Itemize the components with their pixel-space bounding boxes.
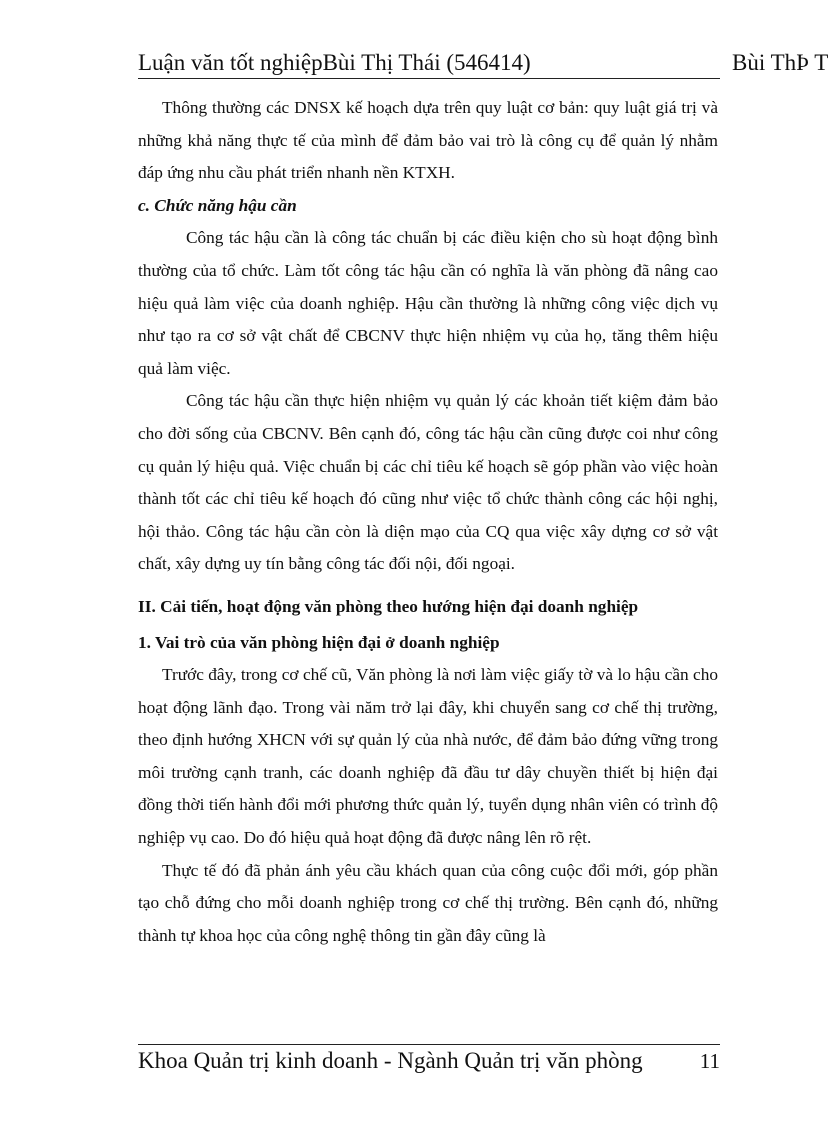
header-divider — [138, 78, 720, 79]
footer-divider — [138, 1044, 720, 1045]
page-footer — [138, 1046, 720, 1078]
paragraph-modern-office-2: Thực tế đó đã phản ánh yêu cầu khách quan của công cuộc đổi mới, góp phần tạo chỗ đứng cho mỗi doanh nghiệp trong cơ chế thị trường. Bên cạnh đó, những thành tự khoa học của công nghệ thông tin gần đây cũng là — [138, 860, 718, 945]
paragraph-logistics-1: Công tác hậu cần là công tác chuẩn bị các điều kiện cho sù hoạt động bình thường của tổ chức. Làm tốt công tác hậu cần có nghĩa là văn phòng đã nâng cao hiệu quả làm việc của doanh nghiệp. Hậu cần thường là những công việc dịch vụ như tạo ra cơ sở vật chất để CBCNV thực hiện nhiệm vụ của họ, tăng thêm hiệu quả làm việc. — [138, 228, 718, 378]
header-author-fragment: Bùi ThÞ T — [732, 50, 828, 75]
paragraph-logistics-2: Công tác hậu cần thực hiện nhiệm vụ quản lý các khoản tiết kiệm đảm bảo cho đời sống của CBCNV. Bên cạnh đó, công tác hậu cần cũng được coi như công cụ quản lý hiệu quả. Việc chuẩn bị các chỉ tiêu kế hoạch sẽ góp phần vào việc hoàn thành tốt các chỉ tiêu kế hoạch đó cũng như việc tổ chức thành công các hội nghị, hội thảo. Công tác hậu cần còn là diện mạo của CQ qua việc xây dựng cơ sở vật chất, xây dựng uy tín bằng công tác đối nội, đối ngoại. — [138, 391, 718, 574]
paragraph-planning: Thông thường các DNSX kế hoạch dựa trên quy luật cơ bản: quy luật giá trị và những khả năng thực tế của mình để đảm bảo vai trò là công cụ để quản lý nhằm đáp ứng nhu cầu phát triển nhanh nền KTXH. — [138, 98, 718, 183]
footer-text: Khoa Quản trị kinh doanh - Ngành Quản trị văn phòng — [138, 1048, 643, 1073]
heading-section-1: 1. Vai trò của văn phòng hiện đại ở doanh nghiệp — [138, 632, 500, 652]
paragraph-modern-office-1: Trước đây, trong cơ chế cũ, Văn phòng là nơi làm việc giấy tờ và lo hậu cần cho hoạt động lãnh đạo. Trong vài năm trở lại đây, khi chuyển sang cơ chế thị trường, theo định hướng XHCN với sự quản lý của nhà nước, để đảm bảo đứng vững trong môi trường cạnh tranh, các doanh nghiệp đã đầu tư dây chuyền thiết bị hiện đại đồng thời tiến hành đổi mới phương thức quản lý, tuyển dụng nhân viên có trình độ nghiệp vụ cao. Do đó hiệu quả hoạt động đã được nâng lên rõ rệt. — [138, 665, 718, 848]
heading-logistics-function: c. Chức năng hậu cần — [138, 195, 297, 215]
page-number: 11 — [699, 1049, 720, 1073]
document-body — [138, 92, 718, 952]
page-header — [138, 46, 828, 80]
heading-section-II: II. Cải tiến, hoạt động văn phòng theo hướng hiện đại doanh nghiệp — [138, 596, 639, 616]
header-title: Luận văn tốt nghiệpBùi Thị Thái (546414) — [138, 50, 531, 75]
